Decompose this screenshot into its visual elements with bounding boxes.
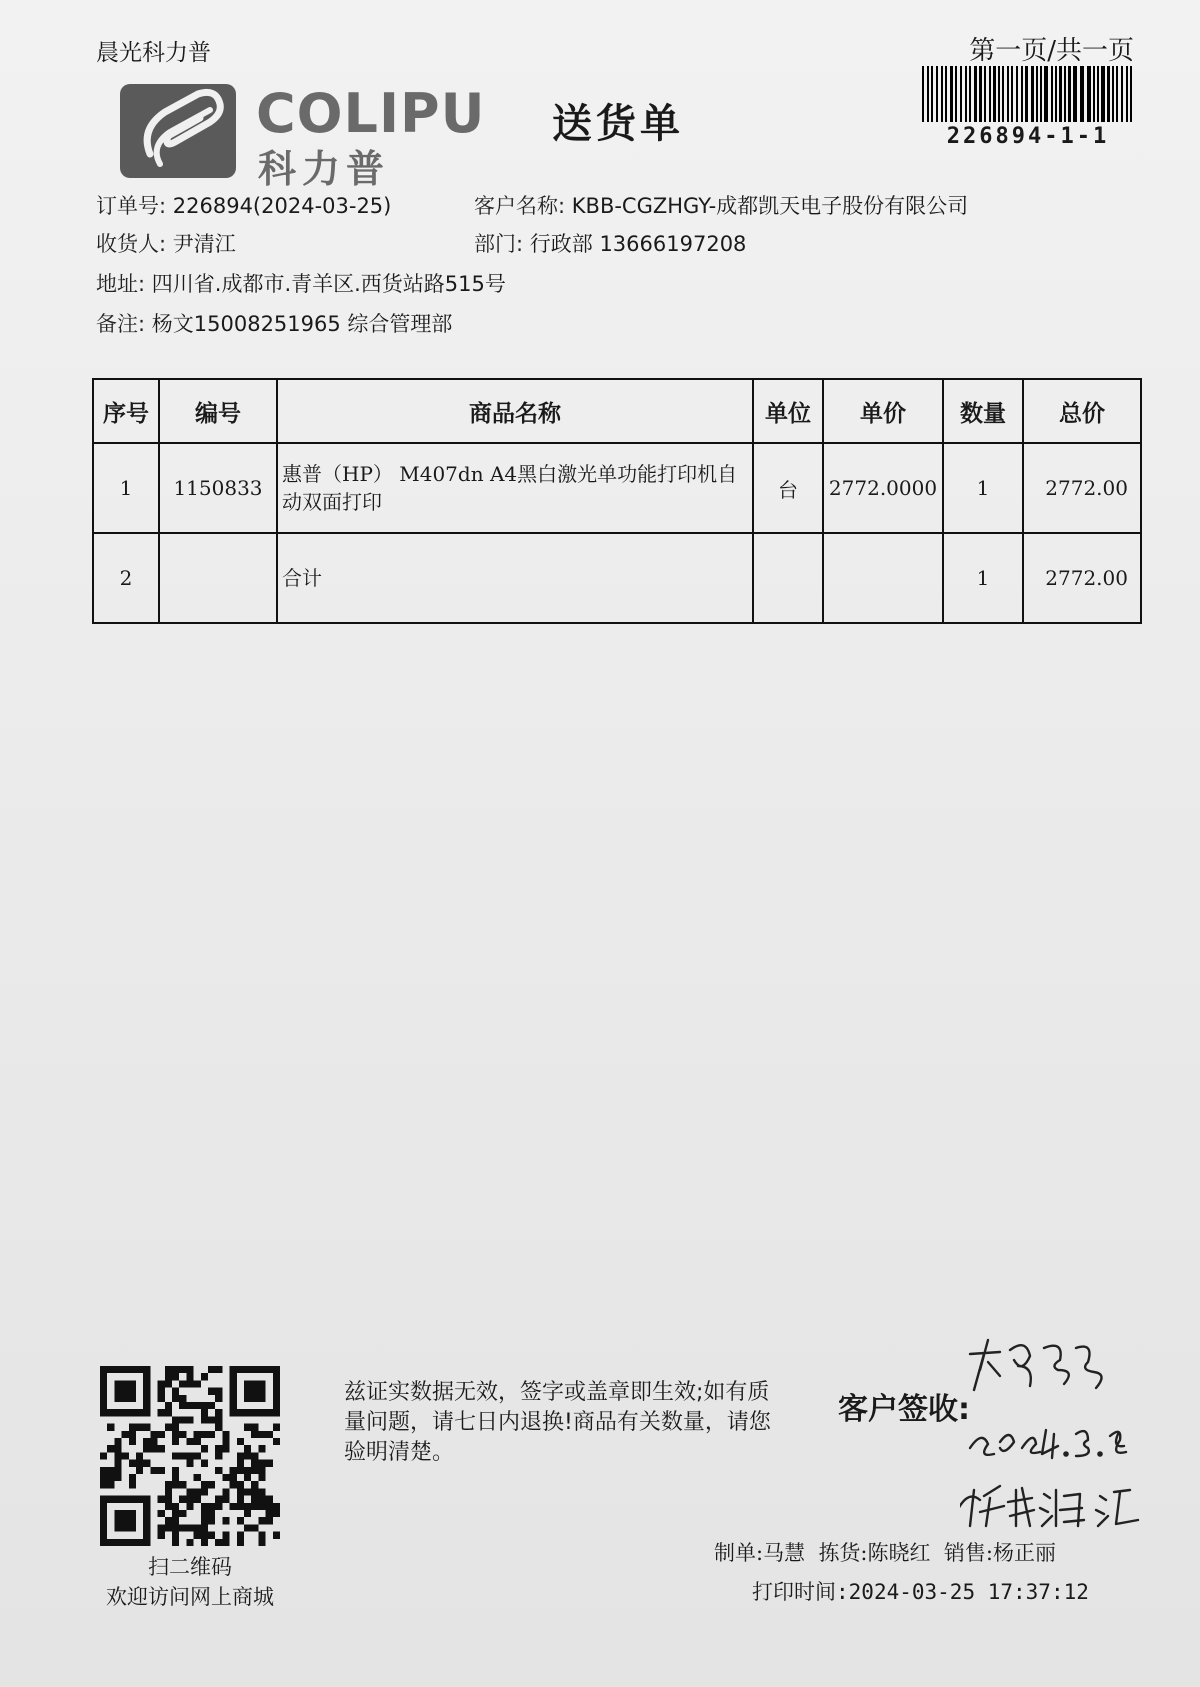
barcode-number: 226894-1-1 — [946, 124, 1110, 149]
table-row — [93, 443, 1141, 533]
remark-label: 备注: — [96, 312, 146, 336]
remark-value: 杨文15008251965 综合管理部 — [151, 312, 453, 336]
staff-line — [714, 1537, 1056, 1567]
cell-product-name: 惠普（HP） M407dn A4黑白激光单功能打印机自动双面打印 — [277, 443, 753, 533]
department-value: 行政部 13666197208 — [529, 232, 747, 256]
header-seq: 序号 — [93, 379, 159, 443]
qr-caption-line2: 欢迎访问网上商城 — [106, 1585, 274, 1609]
qr-code-graphic — [100, 1366, 280, 1546]
items-table — [92, 378, 1142, 624]
handwritten-signature — [960, 1330, 1160, 1530]
qr-caption — [84, 1552, 296, 1612]
company-short-name: 晨光科力普 — [96, 40, 211, 66]
page-indicator: 第一页/共一页 — [969, 36, 1134, 66]
sales-label: 销售: — [943, 1541, 993, 1565]
header-unit-price: 单价 — [823, 379, 943, 443]
receiver-row — [96, 228, 236, 258]
header-code: 编号 — [159, 379, 277, 443]
cell-seq: 2 — [93, 533, 159, 623]
cell-total: 2772.00 — [1023, 443, 1141, 533]
customer-value: KBB-CGZHGY-成都凯天电子股份有限公司 — [571, 194, 969, 218]
customer-sign-label: 客户签收: — [838, 1392, 970, 1427]
barcode-graphic — [922, 66, 1134, 122]
maker-label: 制单: — [714, 1541, 764, 1565]
qr-caption-line1: 扫二维码 — [148, 1555, 232, 1579]
picker-label: 拣货: — [818, 1541, 868, 1565]
validity-notice: 兹证实数据无效，签字或盖章即生效;如有质量问题，请七日内退换!商品有关数量，请您验明清楚。 — [344, 1380, 771, 1465]
document-title: 送货单 — [552, 101, 684, 147]
table-row — [93, 533, 1141, 623]
customer-row — [474, 190, 968, 220]
receiver-value: 尹清江 — [172, 232, 236, 256]
maker-name: 马慧 — [763, 1541, 806, 1565]
header-quantity: 数量 — [943, 379, 1023, 443]
department-row — [474, 228, 746, 258]
remark-row — [96, 308, 452, 338]
cell-product-name: 合计 — [277, 533, 753, 623]
cell-quantity: 1 — [943, 443, 1023, 533]
logo-brand-cn-text: 科力普 — [258, 147, 391, 191]
header-product-name: 商品名称 — [277, 379, 753, 443]
cell-code — [159, 533, 277, 623]
receiver-label: 收货人: — [96, 232, 167, 256]
cell-seq: 1 — [93, 443, 159, 533]
print-time-line — [752, 1576, 1089, 1606]
print-time-label: 打印时间: — [752, 1580, 849, 1604]
customer-label: 客户名称: — [474, 194, 566, 218]
header-total: 总价 — [1023, 379, 1141, 443]
logo-brand-text: COLIPU — [256, 82, 486, 145]
picker-name: 陈晓红 — [867, 1541, 931, 1565]
address-label: 地址: — [96, 272, 146, 296]
order-no-label: 订单号: — [96, 194, 167, 218]
order-no-row — [96, 190, 391, 220]
cell-unit-price: 2772.0000 — [823, 443, 943, 533]
cell-total: 2772.00 — [1023, 533, 1141, 623]
cell-quantity: 1 — [943, 533, 1023, 623]
sales-name: 杨正丽 — [992, 1541, 1056, 1565]
address-value: 四川省.成都市.青羊区.西货站路515号 — [151, 272, 506, 296]
cell-unit — [753, 533, 823, 623]
order-no-value: 226894(2024-03-25) — [172, 194, 392, 218]
header-unit: 单位 — [753, 379, 823, 443]
cell-unit-price — [823, 533, 943, 623]
print-time-value: 2024-03-25 17:37:12 — [848, 1580, 1089, 1604]
department-label: 部门: — [474, 232, 524, 256]
cell-unit: 台 — [753, 443, 823, 533]
address-row — [96, 268, 506, 298]
cell-code: 1150833 — [159, 443, 277, 533]
table-header-row — [93, 379, 1141, 443]
